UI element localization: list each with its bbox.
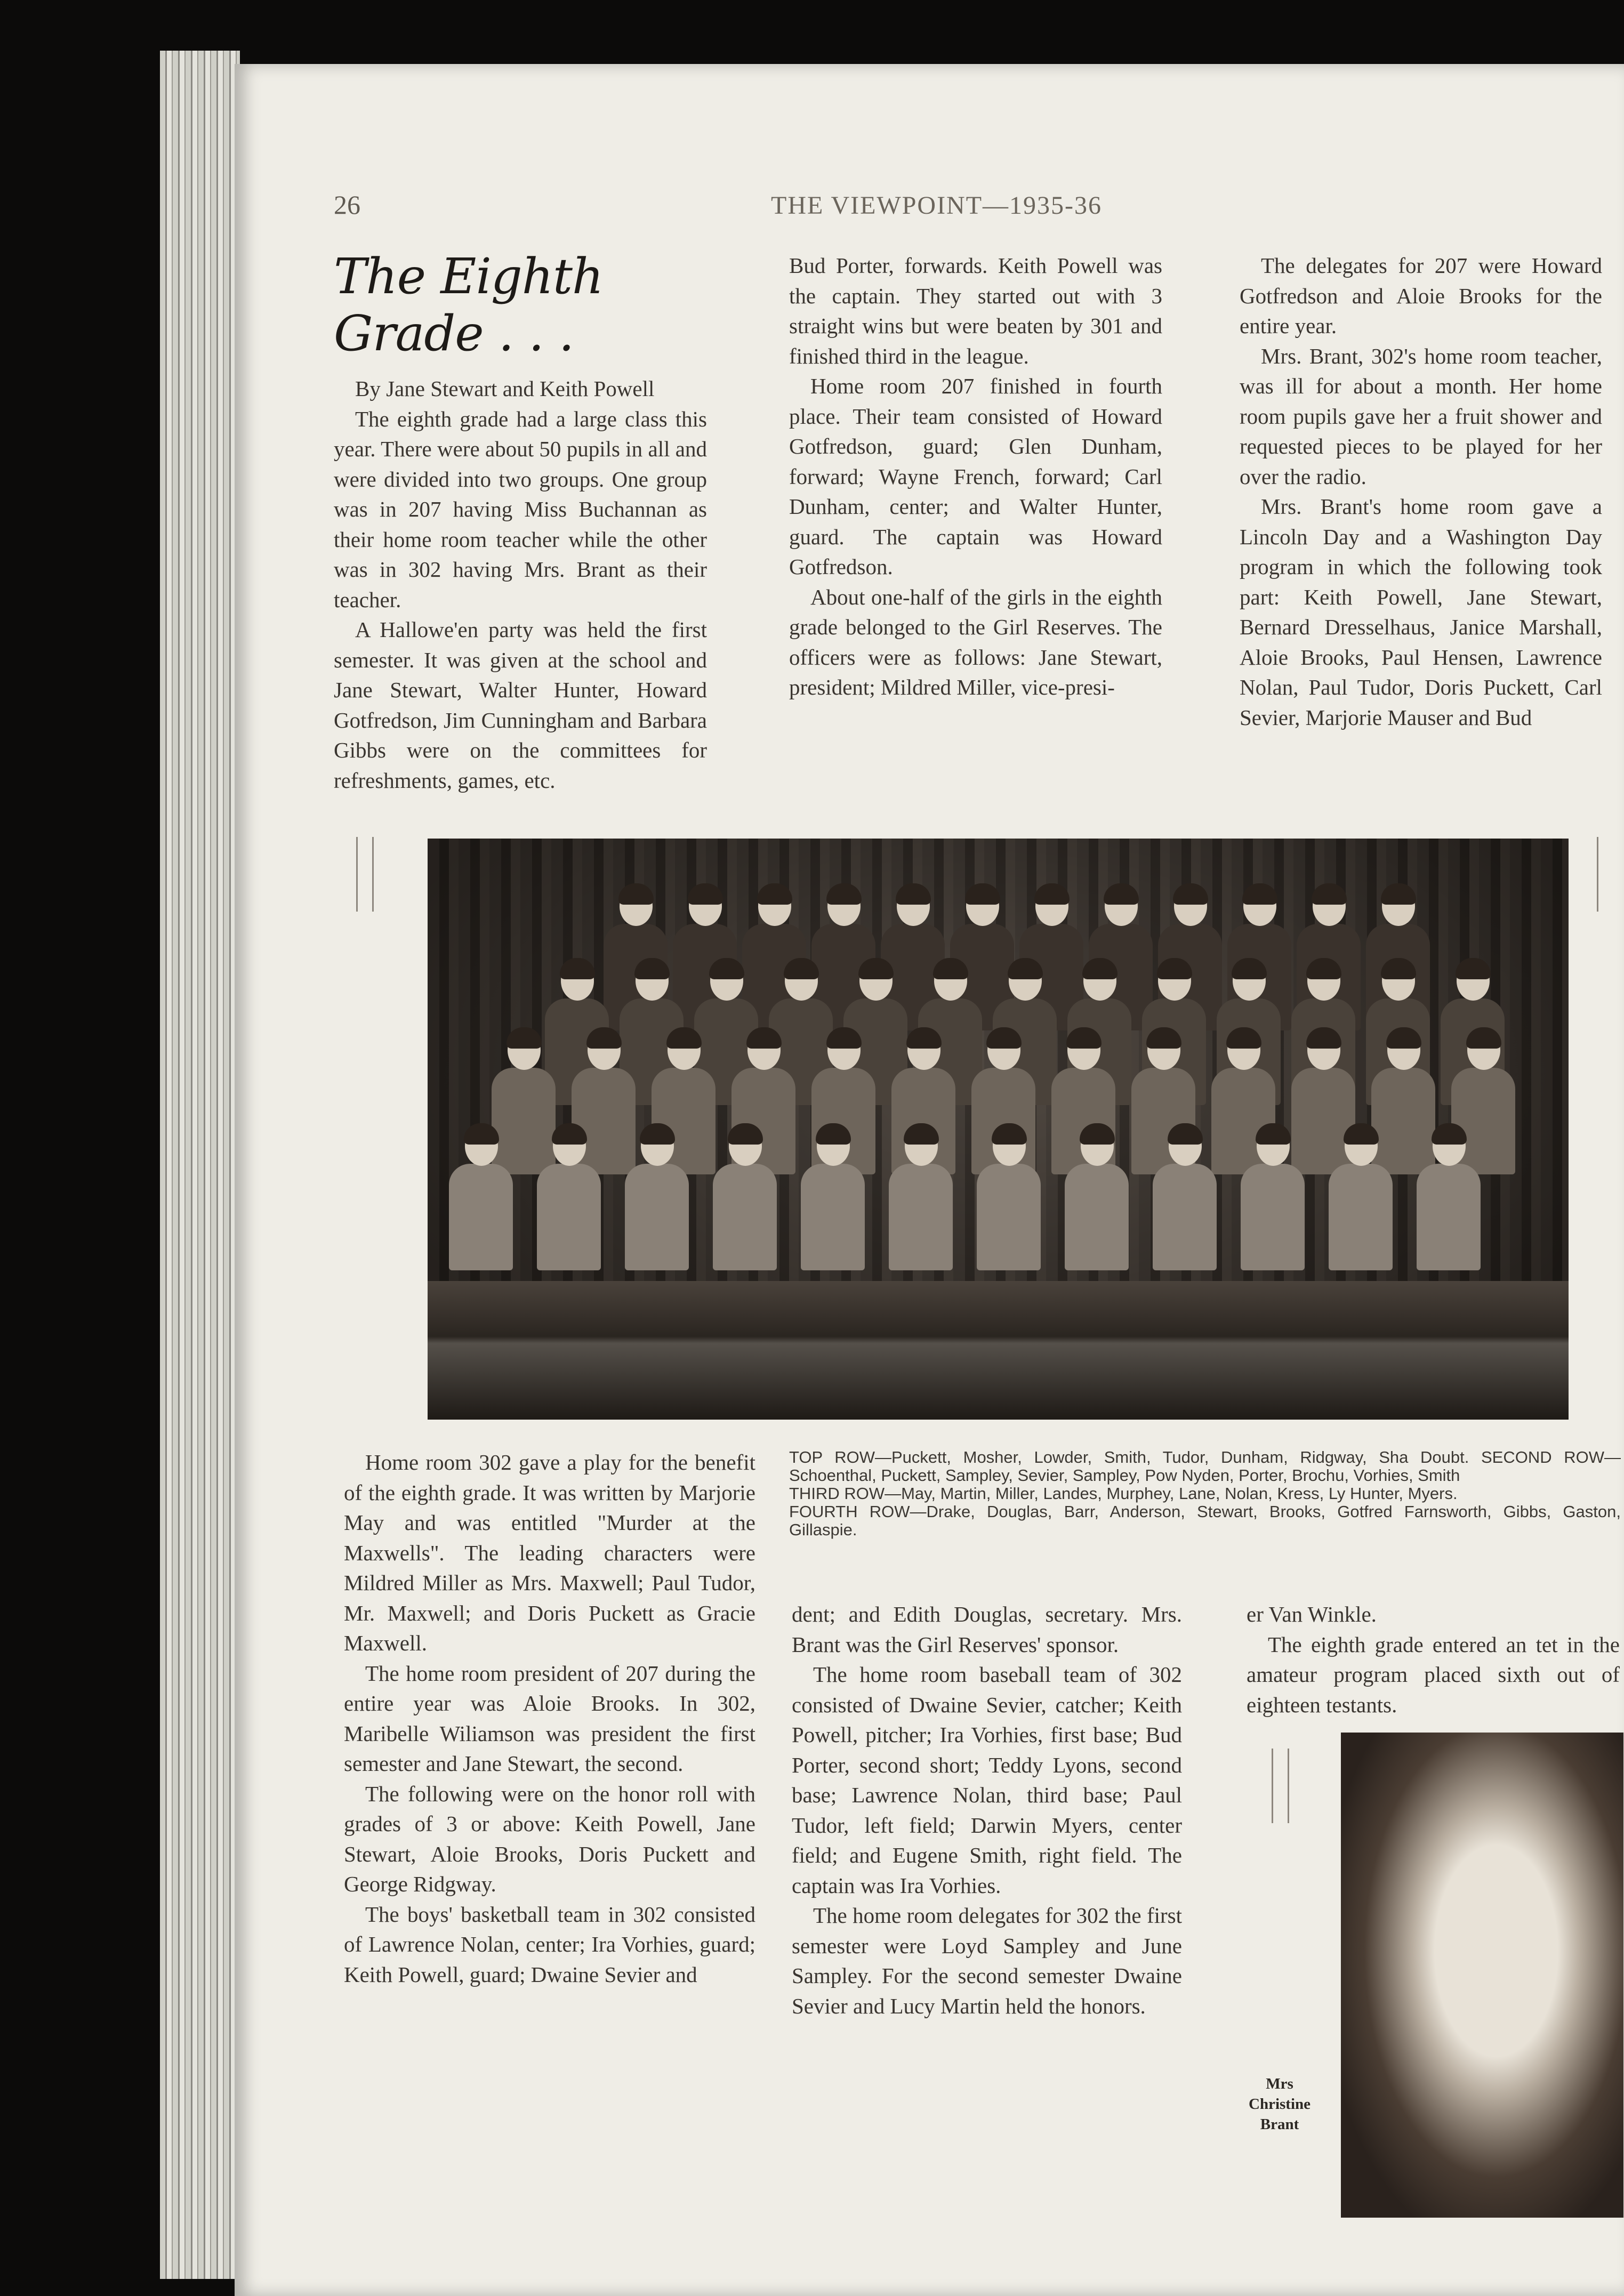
paragraph: Home room 207 finished in fourth place. Their team consisted of Howard Gotfredson, guard; Glen Dunham, forward; Wayne French, forward; Carl Dunham, center; and Walter Hunter, guard. The captain was Howard Gotfredson.: [789, 374, 1162, 579]
paragraph: dent; and Edith Douglas, secretary. Mrs. Brant was the Girl Reserves' sponsor.: [792, 1602, 1182, 1657]
paragraph: The delegates for 207 were Howard Gotfredson and Aloie Brooks for the entire year.: [1240, 253, 1602, 338]
article-column-2: [789, 251, 1162, 703]
paragraph: The boys' basketball team in 302 consisted of Lawrence Nolan, center; Ira Vorhies, guard; Keith Powell, guard; Dwaine Sevier and: [344, 1902, 755, 1987]
paragraph: The eighth grade had a large class this year. There were about 50 pupils in all and were divided into two groups. One group was in 207 having Miss Buchannan as their home room teacher while the other was in 302 having Mrs. Brant as their teacher.: [334, 406, 707, 612]
page-number: 26: [334, 190, 360, 220]
paragraph: A Hallowe'en party was held the first semester. It was given at the school and Jane Stewart, Walter Hunter, Howard Gotfredson, Jim Cunningham and Barbara Gibbs were on the committees for refreshments, games, etc.: [334, 617, 707, 793]
article-column-3: [1240, 251, 1602, 732]
paragraph: The following were on the honor roll with grades of 3 or above: Keith Powell, Jane Stewart, Aloie Brooks, Doris Puckett and George Ridgway.: [344, 1781, 755, 1896]
article-column-1: [334, 248, 707, 795]
paragraph: About one-half of the girls in the eighth grade belonged to the Girl Reserves. The officers were as follows: Jane Stewart, president; Mildred Miller, vice-presi-: [789, 584, 1162, 699]
caption-line: THIRD ROW—May, Martin, Miller, Landes, Murphey, Lane, Nolan, Kress, Ly Hunter, Myers.: [789, 1484, 1458, 1503]
teacher-portrait: [1341, 1733, 1623, 2218]
paragraph: Mrs. Brant's home room gave a Lincoln Day and a Washington Day program in which the following took part: Keith Powell, Jane Stewart, Bernard Dresselhaus, Janice Marshall, Aloie Brooks, Paul Hensen, Lawrence Nolan, Paul Tudor, Doris Puckett, Carl Sevier, Marjorie Mauser and Bud: [1240, 494, 1602, 730]
book-spine-edges: [160, 51, 240, 2279]
portrait-caption-line: Christine: [1249, 2096, 1311, 2113]
paragraph: The home room baseball team of 302 consisted of Dwaine Sevier, catcher; Keith Powell, pitcher; Ira Vorhies, first base; Bud Porter, second short; Teddy Lyons, second base; Lawrence Nolan, third base; Paul Tudor, left field; Darwin Myers, center field; and Eugene Smith, right field. The captain was Ira Vorhies.: [792, 1662, 1182, 1898]
byline: By Jane Stewart and Keith Powell: [355, 376, 655, 401]
column-rule: [372, 837, 374, 912]
article-column-6: [1247, 1599, 1620, 1720]
portrait-caption-line: Brant: [1260, 2116, 1299, 2133]
column-rule: [356, 837, 358, 912]
running-title: THE VIEWPOINT—1935-36: [771, 191, 1103, 220]
paragraph: Home room 302 gave a play for the benefit of the eighth grade. It was written by Marjorie May and was entitled "Murder at the Maxwells". The leading characters were Mildred Miller as Mrs. Maxwell; Paul Tudor, Mr. Maxwell; and Doris Puckett as Gracie Maxwell.: [344, 1450, 755, 1655]
photo-benches: [428, 1281, 1569, 1420]
yearbook-page: [235, 64, 1624, 2296]
paragraph: Bud Porter, forwards. Keith Powell was the captain. They started out with 3 straight wins but were beaten by 301 and finished third in the league.: [789, 253, 1162, 368]
article-title: The Eighth Grade . . .: [334, 248, 604, 362]
paragraph: The eighth grade entered an tet in the amateur program placed sixth out of eighteen testants.: [1247, 1632, 1620, 1717]
paragraph: er Van Winkle.: [1247, 1602, 1377, 1626]
caption-line: FOURTH ROW—Drake, Douglas, Barr, Anderson, Stewart, Brooks, Gotfred Farnsworth, Gibbs, Gaston, Gillaspie.: [789, 1502, 1621, 1539]
class-photo: [428, 839, 1569, 1420]
paragraph: Mrs. Brant, 302's home room teacher, was ill for about a month. Her home room pupils gave her a fruit shower and requested pieces to be played for her over the radio.: [1240, 343, 1602, 489]
article-column-4: [344, 1447, 755, 1989]
paragraph: The home room delegates for 302 the first semester were Loyd Sampley and June Sampley. For the second semester Dwaine Sevier and Lucy Martin held the honors.: [792, 1903, 1182, 2018]
caption-line: TOP ROW—Puckett, Mosher, Lowder, Smith, Tudor, Dunham, Ridgway, Sha Doubt. SECOND ROW—Schoenthal, Puckett, Sampley, Sevier, Sampley, Pow Nyden, Porter, Brochu, Vorhies, Smith: [789, 1448, 1621, 1485]
article-column-5: [792, 1599, 1182, 2021]
portrait-caption: [1226, 2074, 1333, 2134]
portrait-caption-line: Mrs: [1266, 2075, 1293, 2092]
column-rule: [1597, 837, 1598, 912]
column-rule: [1272, 1749, 1273, 1823]
column-rule: [1288, 1749, 1289, 1823]
photo-caption: [789, 1448, 1621, 1539]
paragraph: The home room president of 207 during the entire year was Aloie Brooks. In 302, Maribelle Wiliamson was president the first semester and Jane Stewart, the second.: [344, 1661, 755, 1776]
